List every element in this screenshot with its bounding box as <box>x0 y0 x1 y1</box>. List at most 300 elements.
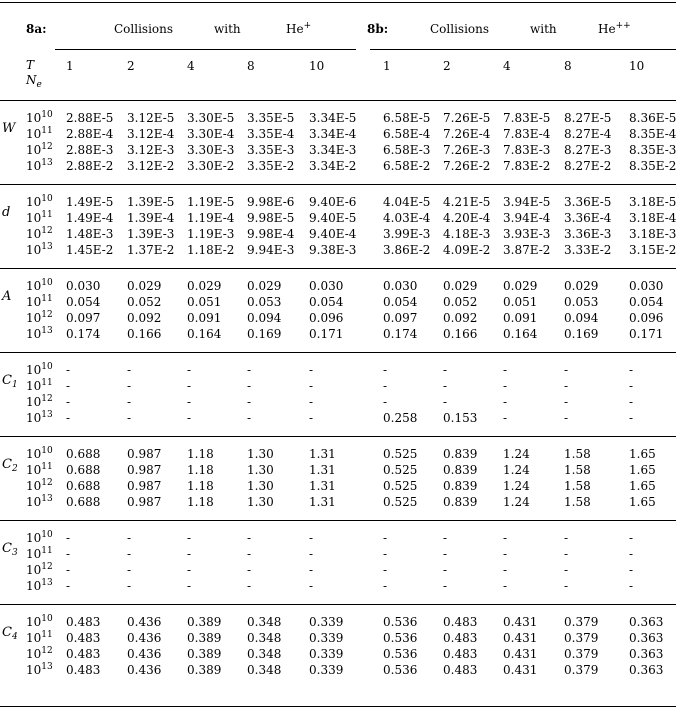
table-cell: 0.363 <box>629 663 664 677</box>
table-cell: 8.36E-5 <box>629 111 676 125</box>
density-base: 10 <box>26 547 42 561</box>
table-cell: 0.987 <box>127 479 162 493</box>
table-cell: 1.18 <box>187 495 214 509</box>
density-exponent: 11 <box>41 294 53 304</box>
header-right-rule <box>370 49 676 50</box>
table-cell: - <box>66 579 71 593</box>
density-label <box>26 211 53 225</box>
table-cell: - <box>66 379 71 393</box>
section-divider <box>0 184 676 185</box>
density-label <box>26 479 53 493</box>
table-cell: 0.052 <box>127 295 162 309</box>
table-cell: 3.12E-4 <box>127 127 175 141</box>
density-label <box>26 531 53 545</box>
header-right-ion-symbol: He <box>598 22 616 36</box>
table-cell: 3.35E-4 <box>247 127 295 141</box>
section-symbol <box>2 541 18 557</box>
table-cell: - <box>187 363 192 377</box>
table-cell: 1.24 <box>503 495 530 509</box>
table-cell: 0.164 <box>503 327 538 341</box>
header-right-word-1: Collisions <box>430 22 490 36</box>
section-symbol <box>2 457 18 473</box>
table-cell: 0.051 <box>187 295 222 309</box>
table-cell: 1.39E-3 <box>127 227 175 241</box>
bottom-rule <box>0 706 676 707</box>
table-cell: 0.174 <box>383 327 418 341</box>
table-cell: 3.34E-2 <box>309 159 357 173</box>
table-cell: 0.525 <box>383 463 418 477</box>
density-label <box>26 279 53 293</box>
header-left-ion-symbol: He <box>286 22 304 36</box>
table-cell: 3.35E-2 <box>247 159 295 173</box>
table-cell: 3.33E-2 <box>564 243 612 257</box>
table-cell: 7.83E-5 <box>503 111 551 125</box>
table-cell: - <box>187 563 192 577</box>
table-cell: - <box>127 411 132 425</box>
section-symbol-letter: C <box>2 625 12 640</box>
table-cell: 7.26E-3 <box>443 143 491 157</box>
density-label <box>26 563 53 577</box>
section-symbol-letter: d <box>2 205 11 220</box>
density-label <box>26 379 53 393</box>
table-cell: - <box>443 547 448 561</box>
density-base: 10 <box>26 127 42 141</box>
header-left-label: 8a: <box>26 22 47 36</box>
table-cell: 0.436 <box>127 631 162 645</box>
table-cell: 1.65 <box>629 495 656 509</box>
table-cell: 1.49E-4 <box>66 211 114 225</box>
table-cell: - <box>383 531 388 545</box>
table-cell: - <box>187 531 192 545</box>
table-cell: 3.30E-2 <box>187 159 235 173</box>
table-cell: 0.987 <box>127 463 162 477</box>
density-exponent: 13 <box>41 494 53 504</box>
density-exponent: 11 <box>41 378 53 388</box>
table-cell: 3.34E-5 <box>309 111 357 125</box>
table-cell: 1.19E-4 <box>187 211 235 225</box>
table-cell: 0.483 <box>66 647 101 661</box>
table-cell: 1.18 <box>187 447 214 461</box>
table-cell: 7.83E-2 <box>503 159 551 173</box>
table-cell: - <box>383 395 388 409</box>
table-cell: 9.40E-5 <box>309 211 357 225</box>
table-cell: 6.58E-2 <box>383 159 431 173</box>
table-cell: - <box>309 395 314 409</box>
table-cell: 7.83E-3 <box>503 143 551 157</box>
density-label <box>26 159 53 173</box>
table-cell: 7.26E-5 <box>443 111 491 125</box>
table-cell: - <box>66 411 71 425</box>
table-cell: 1.45E-2 <box>66 243 114 257</box>
table-cell: 0.363 <box>629 631 664 645</box>
density-exponent: 11 <box>41 546 53 556</box>
table-cell: 0.839 <box>443 479 478 493</box>
t-value-header: 8 <box>564 59 572 73</box>
table-cell: 0.348 <box>247 663 282 677</box>
density-base: 10 <box>26 143 42 157</box>
table-cell: - <box>564 411 569 425</box>
table-cell: - <box>383 547 388 561</box>
table-cell: - <box>503 379 508 393</box>
table-cell: 2.88E-5 <box>66 111 114 125</box>
table-cell: 3.93E-3 <box>503 227 551 241</box>
table-cell: 0.536 <box>383 647 418 661</box>
table-cell: - <box>309 411 314 425</box>
density-exponent: 10 <box>41 278 53 288</box>
density-label <box>26 127 53 141</box>
section-symbol <box>2 289 11 305</box>
table-cell: 9.38E-3 <box>309 243 357 257</box>
table-cell: - <box>629 411 634 425</box>
table-cell: 9.98E-4 <box>247 227 295 241</box>
table-cell: 0.096 <box>309 311 344 325</box>
density-label <box>26 547 53 561</box>
density-label <box>26 447 53 461</box>
density-exponent: 11 <box>41 126 53 136</box>
header-right-label: 8b: <box>367 22 389 36</box>
table-cell: 1.58 <box>564 447 591 461</box>
table-cell: 2.88E-4 <box>66 127 114 141</box>
table-cell: 1.58 <box>564 495 591 509</box>
table-cell: 0.431 <box>503 615 538 629</box>
header-left-word-1: Collisions <box>114 22 174 36</box>
table-cell: 0.688 <box>66 463 101 477</box>
density-label <box>26 647 53 661</box>
table-cell: 0.051 <box>503 295 538 309</box>
table-cell: - <box>443 395 448 409</box>
table-cell: 0.363 <box>629 647 664 661</box>
table-cell: - <box>503 563 508 577</box>
density-base: 10 <box>26 111 42 125</box>
table-cell: 0.030 <box>629 279 664 293</box>
table-cell: 0.153 <box>443 411 478 425</box>
table-cell: 0.839 <box>443 463 478 477</box>
t-value-header: 2 <box>443 59 451 73</box>
density-base: 10 <box>26 563 42 577</box>
table-cell: 0.348 <box>247 615 282 629</box>
section-symbol-letter: W <box>2 121 16 136</box>
table-cell: 4.20E-4 <box>443 211 491 225</box>
table-cell: - <box>443 363 448 377</box>
density-base: 10 <box>26 243 42 257</box>
table-cell: 0.052 <box>443 295 478 309</box>
density-label <box>26 363 53 377</box>
table-cell: - <box>187 395 192 409</box>
section-symbol <box>2 121 15 137</box>
table-cell: 0.389 <box>187 615 222 629</box>
table-cell: 0.053 <box>564 295 599 309</box>
table-cell: 0.348 <box>247 647 282 661</box>
t-value-header: 10 <box>309 59 325 73</box>
density-label <box>26 295 53 309</box>
table-cell: - <box>629 531 634 545</box>
table-cell: - <box>247 563 252 577</box>
table-cell: 8.35E-3 <box>629 143 676 157</box>
table-cell: - <box>629 395 634 409</box>
table-cell: 0.389 <box>187 647 222 661</box>
table-cell: 1.48E-3 <box>66 227 114 241</box>
table-cell: 1.30 <box>247 463 274 477</box>
header-right-ion <box>598 22 631 36</box>
table-cell: 1.30 <box>247 495 274 509</box>
density-base: 10 <box>26 279 42 293</box>
density-label <box>26 243 53 257</box>
section-symbol-sub: 2 <box>11 464 18 474</box>
table-cell: 4.21E-5 <box>443 195 491 209</box>
table-cell: 1.39E-5 <box>127 195 175 209</box>
table-cell: 9.98E-6 <box>247 195 295 209</box>
table-cell: 0.029 <box>564 279 599 293</box>
table-cell: 0.030 <box>66 279 101 293</box>
table-cell: 0.166 <box>127 327 162 341</box>
table-cell: 8.27E-4 <box>564 127 612 141</box>
table-cell: 1.24 <box>503 447 530 461</box>
table-cell: 0.379 <box>564 615 599 629</box>
table-cell: - <box>564 395 569 409</box>
density-exponent: 10 <box>41 446 53 456</box>
table-cell: 0.164 <box>187 327 222 341</box>
density-label <box>26 663 53 677</box>
table-cell: - <box>127 547 132 561</box>
density-label <box>26 463 53 477</box>
table-cell: - <box>247 411 252 425</box>
density-exponent: 10 <box>41 110 53 120</box>
density-base: 10 <box>26 615 42 629</box>
table-cell: - <box>309 547 314 561</box>
table-cell: 3.87E-2 <box>503 243 551 257</box>
table-cell: - <box>127 363 132 377</box>
table-cell: - <box>66 395 71 409</box>
table-cell: 3.94E-5 <box>503 195 551 209</box>
table-cell: 0.258 <box>383 411 418 425</box>
table-cell: 8.27E-5 <box>564 111 612 125</box>
table-cell: - <box>127 395 132 409</box>
table-cell: 3.12E-3 <box>127 143 175 157</box>
density-exponent: 12 <box>41 562 53 572</box>
density-exponent: 13 <box>41 326 53 336</box>
table-cell: - <box>66 531 71 545</box>
table-cell: 3.99E-3 <box>383 227 431 241</box>
table-cell: 0.174 <box>66 327 101 341</box>
t-value-header: 2 <box>127 59 135 73</box>
table-cell: 0.987 <box>127 495 162 509</box>
table-cell: - <box>503 579 508 593</box>
density-base: 10 <box>26 531 42 545</box>
table-cell: 0.339 <box>309 631 344 645</box>
table-cell: - <box>66 363 71 377</box>
table-cell: 0.096 <box>629 311 664 325</box>
table-cell: - <box>383 363 388 377</box>
table-cell: - <box>383 379 388 393</box>
header-right-word-2: with <box>530 22 557 36</box>
section-symbol <box>2 205 10 221</box>
table-cell: - <box>187 411 192 425</box>
table-cell: - <box>564 547 569 561</box>
table-cell: - <box>187 379 192 393</box>
table-cell: 0.030 <box>309 279 344 293</box>
table-cell: 1.31 <box>309 447 336 461</box>
density-base: 10 <box>26 295 42 309</box>
density-label <box>26 411 53 425</box>
table-cell: 0.379 <box>564 647 599 661</box>
table-cell: 0.389 <box>187 631 222 645</box>
table-cell: 0.688 <box>66 495 101 509</box>
section-divider <box>0 604 676 605</box>
t-value-header: 8 <box>247 59 255 73</box>
table-cell: 0.431 <box>503 663 538 677</box>
density-label <box>26 631 53 645</box>
density-label <box>26 579 53 593</box>
table-cell: 1.37E-2 <box>127 243 175 257</box>
table-cell: 3.12E-5 <box>127 111 175 125</box>
table-cell: 3.30E-5 <box>187 111 235 125</box>
table-cell: 1.30 <box>247 479 274 493</box>
table-cell: 0.054 <box>66 295 101 309</box>
table-cell: - <box>127 563 132 577</box>
density-base: 10 <box>26 327 42 341</box>
table-cell: 3.36E-4 <box>564 211 612 225</box>
table-cell: 0.436 <box>127 647 162 661</box>
table-cell: 0.339 <box>309 647 344 661</box>
table-cell: - <box>629 563 634 577</box>
table-cell: - <box>247 579 252 593</box>
table-cell: 1.65 <box>629 479 656 493</box>
table-cell: 0.688 <box>66 447 101 461</box>
density-exponent: 10 <box>41 614 53 624</box>
table-cell: 8.27E-3 <box>564 143 612 157</box>
table-cell: - <box>309 563 314 577</box>
table-cell: 2.88E-3 <box>66 143 114 157</box>
table-cell: - <box>443 531 448 545</box>
section-divider <box>0 352 676 353</box>
table-cell: 0.169 <box>247 327 282 341</box>
table-cell: 0.483 <box>443 647 478 661</box>
table-cell: 0.171 <box>629 327 664 341</box>
table-cell: 0.091 <box>187 311 222 325</box>
table-cell: 0.054 <box>629 295 664 309</box>
table-cell: 0.379 <box>564 663 599 677</box>
density-label <box>26 143 53 157</box>
section-symbol <box>2 373 18 389</box>
density-exponent: 13 <box>41 578 53 588</box>
table-cell: - <box>309 579 314 593</box>
table-cell: - <box>309 531 314 545</box>
density-label <box>26 111 53 125</box>
table-cell: 3.18E-5 <box>629 195 676 209</box>
table-cell: 0.348 <box>247 631 282 645</box>
table-cell: 0.483 <box>443 663 478 677</box>
section-symbol-sub: 3 <box>11 548 18 558</box>
density-base: 10 <box>26 311 42 325</box>
section-symbol-letter: A <box>2 289 12 304</box>
table-cell: 4.09E-2 <box>443 243 491 257</box>
table-cell: - <box>309 379 314 393</box>
table-cell: 1.31 <box>309 463 336 477</box>
table-cell: 3.34E-3 <box>309 143 357 157</box>
table-cell: 6.58E-5 <box>383 111 431 125</box>
table-cell: 1.65 <box>629 463 656 477</box>
table-cell: 0.536 <box>383 615 418 629</box>
table-cell: 3.18E-4 <box>629 211 676 225</box>
table-cell: 1.19E-5 <box>187 195 235 209</box>
section-symbol-sub: 4 <box>11 632 18 642</box>
density-exponent: 11 <box>41 630 53 640</box>
table-cell: 1.39E-4 <box>127 211 175 225</box>
table-cell: 3.18E-3 <box>629 227 676 241</box>
table-cell: 0.525 <box>383 447 418 461</box>
table-cell: - <box>629 379 634 393</box>
density-label <box>26 327 53 341</box>
table-cell: 8.35E-4 <box>629 127 676 141</box>
t-label: T <box>26 58 35 72</box>
section-divider <box>0 520 676 521</box>
table-cell: - <box>247 395 252 409</box>
table-cell: 0.339 <box>309 663 344 677</box>
table-cell: 8.35E-2 <box>629 159 676 173</box>
density-exponent: 13 <box>41 410 53 420</box>
table-cell: - <box>564 563 569 577</box>
table-cell: - <box>383 563 388 577</box>
density-exponent: 11 <box>41 462 53 472</box>
table-cell: 3.86E-2 <box>383 243 431 257</box>
header-left-rule <box>55 49 356 50</box>
table-cell: - <box>564 579 569 593</box>
density-exponent: 12 <box>41 478 53 488</box>
table-cell: - <box>503 395 508 409</box>
table-cell: 4.03E-4 <box>383 211 431 225</box>
density-exponent: 12 <box>41 394 53 404</box>
table-cell: - <box>247 363 252 377</box>
table-cell: 1.18 <box>187 479 214 493</box>
density-exponent: 13 <box>41 158 53 168</box>
table-cell: 0.987 <box>127 447 162 461</box>
top-rule <box>0 2 676 3</box>
table-cell: - <box>443 579 448 593</box>
table-cell: 3.36E-3 <box>564 227 612 241</box>
table-cell: 3.30E-3 <box>187 143 235 157</box>
table-cell: 3.34E-4 <box>309 127 357 141</box>
table-cell: 1.30 <box>247 447 274 461</box>
table-cell: 0.054 <box>383 295 418 309</box>
density-label <box>26 615 53 629</box>
density-label <box>26 311 53 325</box>
density-base: 10 <box>26 379 42 393</box>
table-cell: 3.35E-3 <box>247 143 295 157</box>
density-base: 10 <box>26 479 42 493</box>
t-value-header: 4 <box>503 59 511 73</box>
density-base: 10 <box>26 647 42 661</box>
density-base: 10 <box>26 227 42 241</box>
table-cell: 1.58 <box>564 479 591 493</box>
table-cell: - <box>66 547 71 561</box>
table-cell: 6.58E-4 <box>383 127 431 141</box>
header-left-ion <box>286 22 311 36</box>
table-cell: - <box>127 379 132 393</box>
table-cell: - <box>187 579 192 593</box>
table-cell: 0.029 <box>503 279 538 293</box>
table-cell: 0.169 <box>564 327 599 341</box>
density-base: 10 <box>26 363 42 377</box>
header-left-ion-charge: + <box>303 21 312 31</box>
table-cell: 0.029 <box>443 279 478 293</box>
table-cell: 0.054 <box>309 295 344 309</box>
table-cell: 0.030 <box>383 279 418 293</box>
table-cell: 1.24 <box>503 479 530 493</box>
table-cell: 0.171 <box>309 327 344 341</box>
density-exponent: 12 <box>41 226 53 236</box>
t-value-header: 4 <box>187 59 195 73</box>
ne-label-symbol: N <box>26 73 37 87</box>
